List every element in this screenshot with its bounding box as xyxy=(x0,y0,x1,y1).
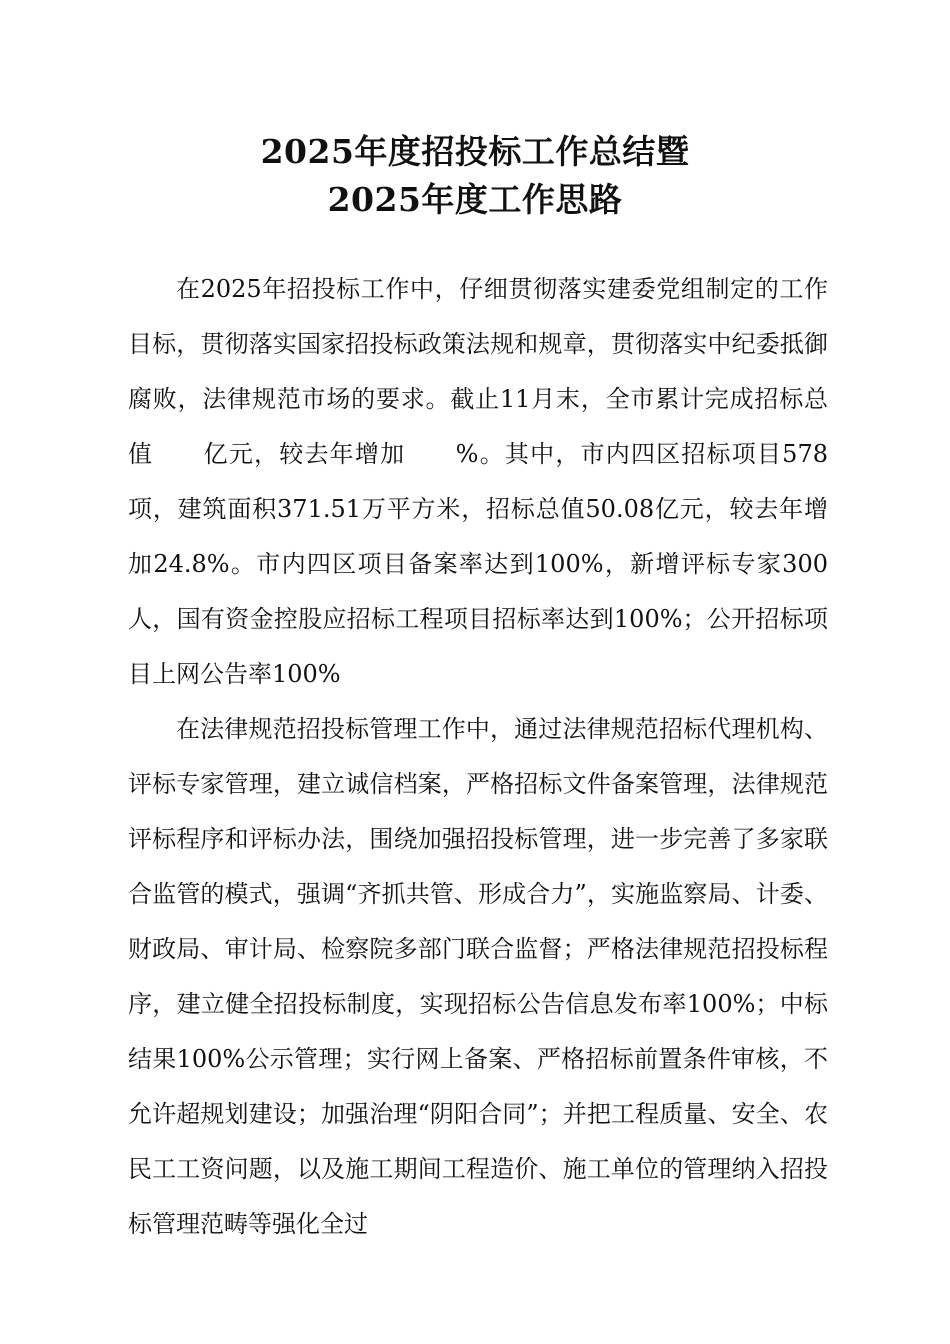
paragraph-2: 在法律规范招投标管理工作中，通过法律规范招标代理机构、评标专家管理，建立诚信档案，严格招标文件备案管理，法律规范评标程序和评标办法，围绕加强招投标管理，进一步完善了多家联合监管的模式，强调“齐抓共管、形成合力”，实施监察局、计委、财政局、审计局、检察院多部门联合监督；严格法律规范招投标程序，建立健全招投标制度，实现招标公告信息发布率100%；中标结果100%公示管理；实行网上备案、严格招标前置条件审核，不允许超规划建设；加强治理“阴阳合同”；并把工程质量、安全、农民工工资问题，以及施工期间工程造价、施工单位的管理纳入招投标管理范畴等强化全过 xyxy=(128,715,828,1238)
paragraph-1: 在2025年招投标工作中，仔细贯彻落实建委党组制定的工作目标，贯彻落实国家招投标政策法规和规章，贯彻落实中纪委抵御腐败，法律规范市场的要求。截止11月末，全市累计完成招标总值 亿元，较去年增加 %。其中，市内四区招标项目578项，建筑面积371.51万平方米，招标总值50.08亿元，较去年增加24.8%。市内四区项目备案率达到100%，新增评标专家300人，国有资金控股应招标工程项目招标率达到100%；公开招标项目上网公告率100% xyxy=(128,275,828,688)
document-title xyxy=(0,128,950,224)
document-body xyxy=(128,262,828,1252)
title-line-2: 2025年度工作思路 xyxy=(327,180,623,219)
title-line-1: 2025年度招投标工作总结暨 xyxy=(260,132,690,171)
